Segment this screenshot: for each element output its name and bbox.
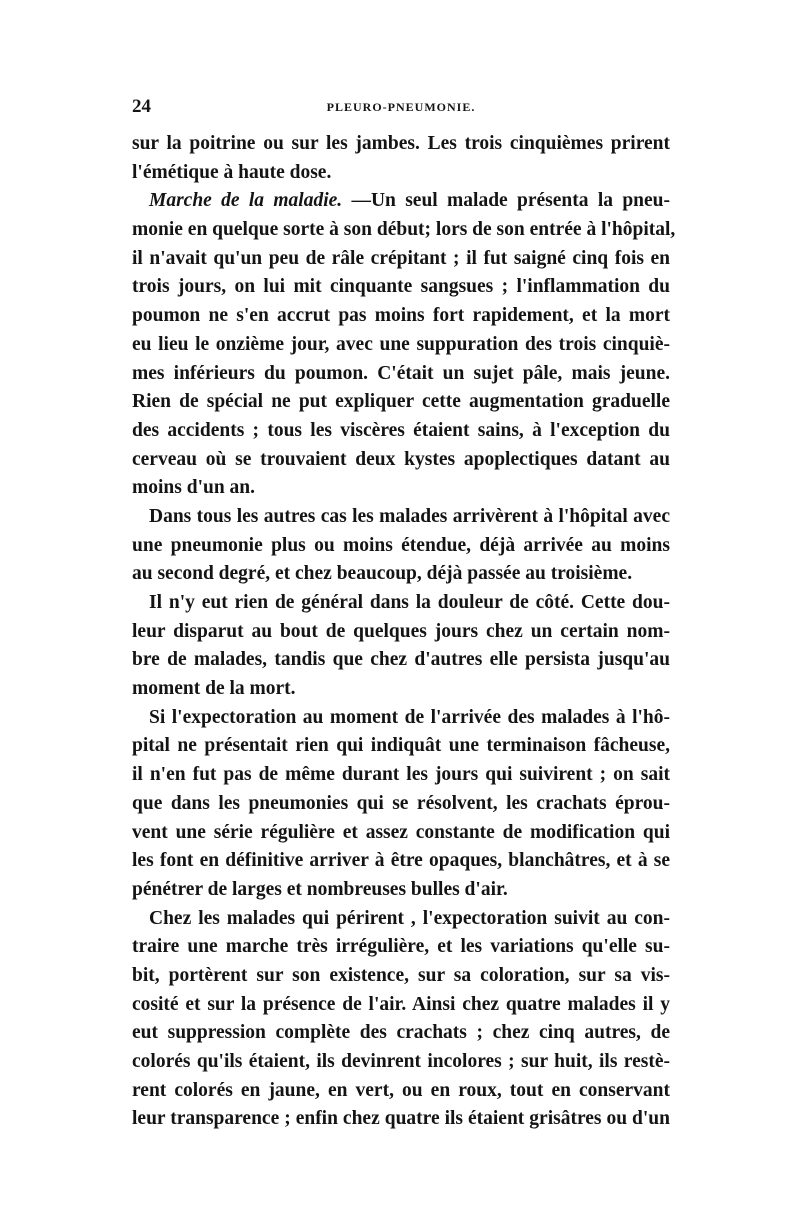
text-line: rent colorés en jaune, en vert, ou en roux, tout en conservant — [132, 1079, 670, 1101]
text-line: cosité et sur la présence de l'air. Ainsi chez quatre malades il y — [132, 993, 670, 1015]
text-line: vent une série régulière et assez constante de modification qui — [132, 821, 670, 843]
text-line: traire une marche très irrégulière, et les variations qu'elle su- — [132, 936, 670, 958]
text-line: eu lieu le onzième jour, avec une suppuration des trois cinquiè- — [132, 333, 670, 355]
body-text — [132, 130, 676, 1134]
section-heading: Marche de la maladie. — [149, 190, 343, 212]
text-line: mes inférieurs du poumon. C'était un sujet pâle, mais jeune. — [132, 362, 670, 384]
text-run: —Un seul malade présenta la pneu- — [342, 190, 670, 212]
running-title: PLEURO-PNEUMONIE. — [326, 100, 476, 114]
text-line: cerveau où se trouvaient deux kystes apoplectiques datant au — [132, 448, 670, 470]
section-heading-line — [132, 187, 670, 216]
text-line: bre de malades, tandis que chez d'autres elle persista jusqu'au — [132, 649, 670, 671]
book-page — [132, 96, 676, 1134]
text-line: trois jours, on lui mit cinquante sangsues ; l'inflammation du — [132, 276, 670, 298]
text-line: les font en définitive arriver à être opaques, blanchâtres, et à se — [132, 850, 670, 872]
text-line: colorés qu'ils étaient, ils devinrent incolores ; sur huit, ils restè- — [132, 1051, 670, 1072]
text-line: il n'en fut pas de même durant les jours qui suivirent ; on sait — [132, 764, 670, 786]
text-line: monie en quelque sorte à son début; lors de son entrée à l'hôpital, — [132, 219, 676, 241]
text-line: leur disparut au bout de quelques jours chez un certain nom- — [132, 620, 670, 642]
text-line: eut suppression complète des crachats ; chez cinq autres, de — [132, 1022, 670, 1044]
text-line: que dans les pneumonies qui se résolvent, les crachats éprou- — [132, 792, 670, 814]
text-line: il n'avait qu'un peu de râle crépitant ; il fut saigné cinq fois en — [132, 247, 670, 269]
text-line: des accidents ; tous les viscères étaient sains, à l'exception du — [132, 419, 670, 441]
running-head — [132, 96, 670, 122]
text-line: Chez les malades qui périrent , l'expectoration suivit au con- — [149, 907, 670, 929]
text-line: leur transparence ; enfin chez quatre ils étaient grisâtres ou d'un — [132, 1108, 670, 1130]
text-line: pital ne présentait rien qui indiquât une terminaison fâcheuse, — [132, 735, 670, 757]
text-line: moins d'un an. — [132, 477, 256, 499]
text-line: moment de la mort. — [132, 678, 296, 700]
text-line: sur la poitrine ou sur les jambes. Les trois cinquièmes prirent — [132, 133, 670, 154]
text-line: une pneumonie plus ou moins étendue, déjà arrivée au moins — [132, 534, 670, 556]
text-line: au second degré, et chez beaucoup, déjà passée au troisième. — [132, 563, 633, 585]
text-line: Dans tous les autres cas les malades arrivèrent à l'hôpital avec — [149, 505, 670, 527]
text-line: Si l'expectoration au moment de l'arrivée des malades à l'hô- — [149, 706, 670, 728]
text-line: pénétrer de larges et nombreuses bulles d'air. — [132, 878, 508, 900]
text-line: Il n'y eut rien de général dans la douleur de côté. Cette dou- — [149, 592, 670, 613]
text-line: Rien de spécial ne put expliquer cette augmentation graduelle — [132, 391, 670, 413]
page-number: 24 — [132, 96, 151, 117]
text-line: poumon ne s'en accrut pas moins fort rapidement, et la mort — [132, 305, 670, 327]
text-line: l'émétique à haute dose. — [132, 161, 332, 183]
text-line: bit, portèrent sur son existence, sur sa coloration, sur sa vis- — [132, 964, 670, 986]
